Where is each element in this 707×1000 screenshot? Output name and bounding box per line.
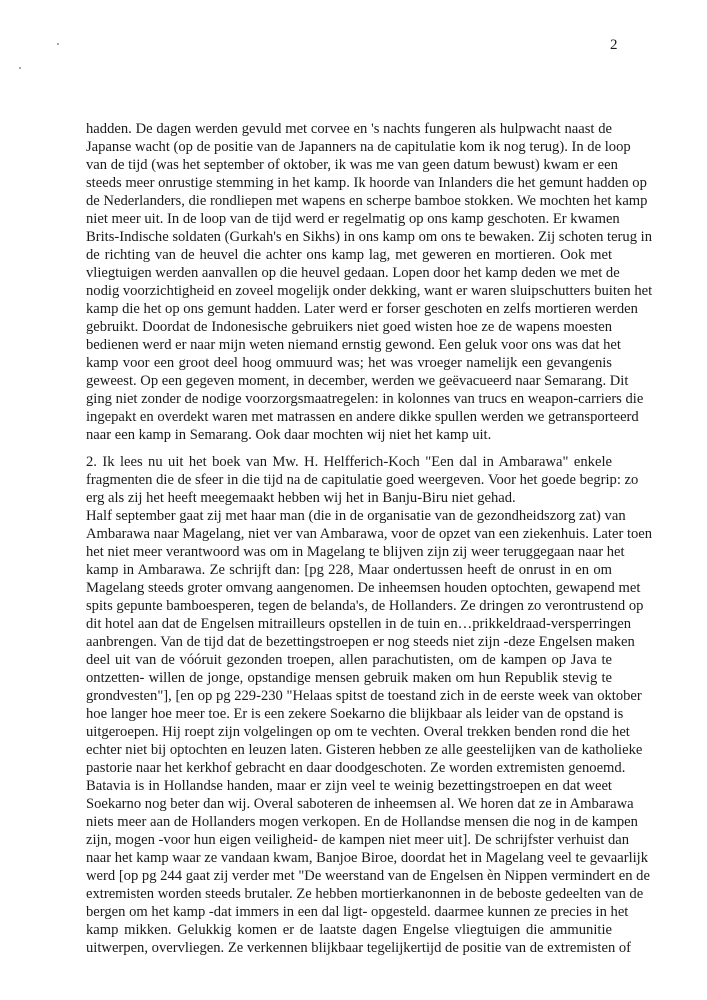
paragraph-1-line: kamp die het op ons gemunt hadden. Later werd er forser geschoten en zelfs mortieren werden bbox=[86, 301, 638, 317]
paragraph-2-line: Batavia is in Hollandse handen, maar er zijn veel te weinig bezettingstroepen en dat weet bbox=[86, 778, 612, 794]
paragraph-2-line: niets meer aan de Hollanders mogen verkopen. En de Hollandse mensen die nog in de kampen bbox=[86, 814, 638, 830]
paragraph-1-line: niet meer uit. In de loop van de tijd werd er regelmatig op ons kamp geschoten. Er kwamen bbox=[86, 211, 620, 227]
paragraph-2-line: werd [op pg 244 gaat zij verder met "De weerstand van de Engelsen èn Nippen vermindert en de bbox=[86, 868, 650, 884]
paragraph-1-line: de Nederlanders, die rondliepen met wapens en scherpe bamboe stokken. We mochten het kamp bbox=[86, 193, 648, 209]
paragraph-2-line: deel uit van de vóóruit gezonden troepen, allen parachutisten, om de kampen op Java te bbox=[86, 652, 612, 668]
paragraph-2-line: bergen om het kamp -dat immers in een dal ligt- opgesteld. daarmee kunnen ze precies in het bbox=[86, 904, 629, 920]
paragraph-1-line: Japanse wacht (op de positie van de Japanners na de capitulatie kom ik nog terug). In de loop bbox=[86, 139, 631, 155]
paragraph-2-line: spits gepunte bamboesperen, tegen de belanda's, de Hollanders. Ze dringen zo verontrustend op bbox=[86, 598, 644, 614]
paragraph-1-line: vliegtuigen werden aanvallen op die heuvel gedaan. Lopen door het kamp deden we met de bbox=[86, 265, 620, 281]
paragraph-1-line: ingepakt en overdekt waren met matrassen en andere dikke spullen werden we getransporteerd bbox=[86, 409, 639, 425]
paragraph-1-line: de richting van de heuvel die achter ons kamp lag, met geweren en mortieren. Ook met bbox=[86, 247, 612, 263]
paragraph-2-line: naar het kamp waar ze vandaan kwam, Banjoe Biroe, doordat het in Magelang veel te gevaarlijk bbox=[86, 850, 649, 866]
paragraph-1-line: bedienen werd er naar mijn weten niemand ernstig gewond. Een geluk voor ons was dat het bbox=[86, 337, 621, 353]
paragraph-2-line: grondvesten"], [en op pg 229-230 "Helaas spitst de toestand zich in de eerste week van oktober bbox=[86, 688, 642, 704]
paragraph-2-line: kamp in Ambarawa. Ze schrijft dan: [pg 228, Maar ondertussen heeft de onrust in en om bbox=[86, 562, 612, 578]
paragraph-2-line: Ambarawa naar Magelang, niet ver van Ambarawa, voor de opzet van een ziekenhuis. Later toen bbox=[86, 526, 653, 542]
paragraph-2-line: uitgeroepen. Hij roept zijn volgelingen op om te vechten. Overal trekken benden rond die het bbox=[86, 724, 630, 740]
paragraph-1-line: ging niet zonder de nodige voorzorgsmaatregelen: in kolonnes van trucs en weapon-carriers die bbox=[86, 391, 644, 407]
scan-speck bbox=[57, 43, 59, 45]
paragraph-2-line: fragmenten die de sfeer in die tijd na de capitulatie goed weergeven. Voor het goede begrip: zo bbox=[86, 472, 639, 488]
paragraph-1-line: gebruikt. Doordat de Indonesische gebruikers niet goed wisten hoe ze de wapens moesten bbox=[86, 319, 612, 335]
paragraph-2-line: Half september gaat zij met haar man (die in de organisatie van de gezondheidszorg zat) van bbox=[86, 508, 626, 524]
paragraph-2-line: 2. Ik lees nu uit het boek van Mw. H. Helfferich-Koch "Een dal in Ambarawa" enkele bbox=[86, 454, 612, 470]
paragraph-1-line: van de tijd (was het september of oktober, ik was me van geen datum bewust) kwam er een bbox=[86, 157, 618, 173]
paragraph-2-line: uitwerpen, overvliegen. Ze verkennen blijkbaar tegelijkertijd de positie van de extremisten of bbox=[86, 940, 632, 956]
paragraph-1-line: steeds meer onrustige stemming in het kamp. Ik hoorde van Inlanders die het gemunt hadden op bbox=[86, 175, 647, 191]
paragraph-1-line: kamp voor een groot deel hoog ommuurd was; het was vroeger namelijk een gevangenis bbox=[86, 355, 612, 371]
paragraph-2-line: erg als zij het heeft meegemaakt hebben wij het in Banju-Biru niet gehad. bbox=[86, 490, 516, 506]
paragraph-2-line: echter niet bij optochten en leuzen laten. Gisteren hebben ze alle geestelijken van de katholieke bbox=[86, 742, 643, 758]
paragraph-1-line: naar een kamp in Semarang. Ook daar mochten wij niet het kamp uit. bbox=[86, 427, 492, 443]
paragraph-1-line: hadden. De dagen werden gevuld met corvee en 's nachts fungeren als hulpwacht naast de bbox=[86, 121, 612, 137]
paragraph-2-line: Soekarno nog beter dan wij. Overal saboteren de inheemsen al. We horen dat ze in Ambarawa bbox=[86, 796, 634, 812]
paragraph-2-line: Magelang steeds groter omvang aangenomen. De inheemsen houden optochten, gewapend met bbox=[86, 580, 641, 596]
paragraph-2-line: aanbrengen. Van de tijd dat de bezettingstroepen er nog steeds niet zijn -deze Engelsen maken bbox=[86, 634, 635, 650]
paragraph-2-line: het niet meer verantwoord was om in Magelang te blijven zijn zij weer teruggegaan naar het bbox=[86, 544, 625, 560]
paragraph-1-line: geweest. Op een gegeven moment, in december, werden we geëvacueerd naar Semarang. Dit bbox=[86, 373, 629, 389]
scan-speck bbox=[19, 67, 21, 69]
paragraph-2-line: extremisten worden steeds brutaler. Ze hebben mortierkanonnen in de beboste gedeelten van de bbox=[86, 886, 644, 902]
page-number: 2 bbox=[610, 37, 618, 53]
paragraph-2-line: pastorie naar het kerkhof gebracht en daar doodgeschoten. Ze worden extremisten genoemd. bbox=[86, 760, 626, 776]
paragraph-2-line: dit hotel aan dat de Engelsen mitrailleurs opstellen in de tuin en…prikkeldraad-versperringen bbox=[86, 616, 632, 632]
paragraph-1-line: nodig voorzichtigheid en zoveel mogelijk onder dekking, want er waren sluipschutters buiten het bbox=[86, 283, 653, 299]
paragraph-2-line: kamp mikken. Gelukkig komen er de laatste dagen Engelse vliegtuigen die ammunitie bbox=[86, 922, 612, 938]
paragraph-2-line: hoe langer hoe meer toe. Er is een zekere Soekarno die blijkbaar als leider van de opstand is bbox=[86, 706, 624, 722]
paragraph-1-line: Brits-Indische soldaten (Gurkah's en Sikhs) in ons kamp om ons te bewaken. Zij schoten terug in bbox=[86, 229, 653, 245]
paragraph-2-line: ontzetten- willen de jonge, opstandige mensen gebruik maken om hun Republik stevig te bbox=[86, 670, 612, 686]
paragraph-2-line: zijn, mogen -voor hun eigen veiligheid- de kampen niet meer uit]. De schrijfster verhuist dan bbox=[86, 832, 630, 848]
